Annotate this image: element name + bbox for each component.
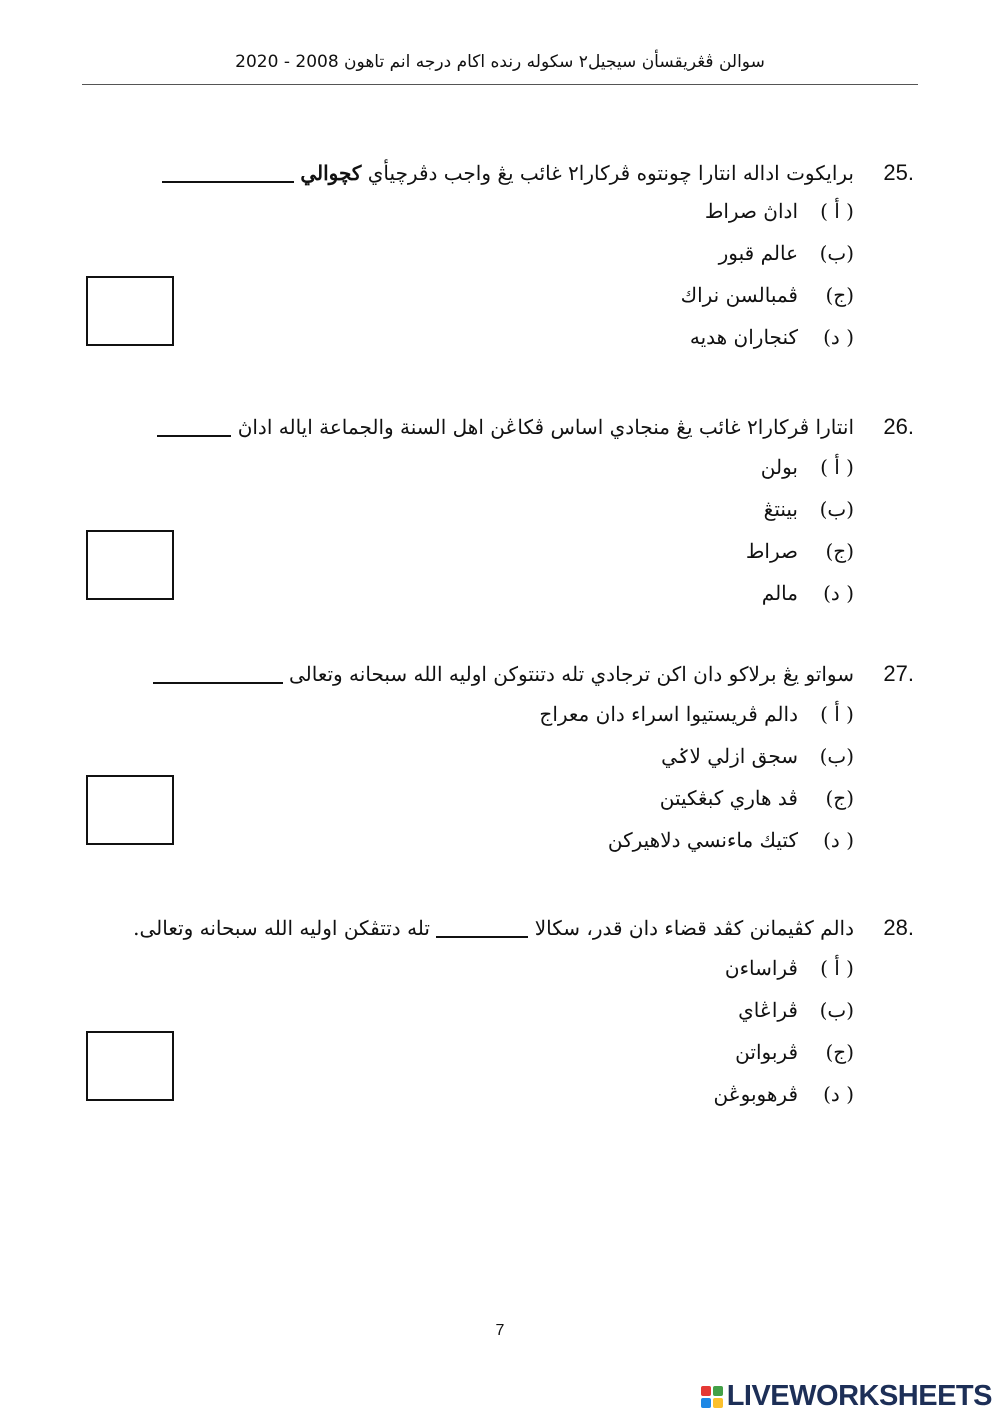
option-text: ڤد هاري کبڠکيتن <box>659 786 798 810</box>
option-text: اداڽ صراط <box>704 199 798 223</box>
answer-box[interactable] <box>86 530 174 600</box>
answer-box[interactable] <box>86 276 174 346</box>
option-text: ڤمبالسن نراك <box>680 283 798 307</box>
liveworksheets-logo-icon <box>701 1386 723 1408</box>
option-c <box>681 280 854 310</box>
option-label: (ب) <box>819 998 854 1022</box>
question-number: 28. <box>883 915 914 940</box>
option-label: ( د) <box>823 325 854 349</box>
question-stem <box>133 913 854 943</box>
option-a <box>705 196 854 226</box>
option-c <box>735 1037 854 1067</box>
option-text: ڤرهوبوڠن <box>713 1082 798 1106</box>
option-a <box>725 953 854 983</box>
question-stem <box>162 158 854 188</box>
option-text: بولن <box>760 455 798 479</box>
option-b <box>661 741 854 771</box>
option-a <box>539 699 854 729</box>
question-stem <box>157 412 854 442</box>
question-number: 26. <box>883 414 914 439</box>
brand-logo[interactable] <box>701 1380 992 1413</box>
question-number: 25. <box>883 160 914 185</box>
stem-text-end: تله دتتڤکن اوليه الله سبحانه وتعالى. <box>133 916 430 940</box>
option-label: ( أ ) <box>820 199 854 223</box>
answer-box[interactable] <box>86 1031 174 1101</box>
option-c <box>746 536 854 566</box>
option-label: ( د) <box>823 1082 854 1106</box>
option-text: دالم ڤريستيوا اسراء دان معراج <box>539 702 798 726</box>
option-text: کنجاران هديه <box>689 325 798 349</box>
answer-blank <box>162 167 294 183</box>
option-label: (ب) <box>819 241 854 265</box>
header-title: سوالن ڤڠريقسأن سيجيل٢ سکوله رنده اکام درجه انم تاهون <box>344 52 765 72</box>
header-divider <box>82 84 918 85</box>
option-text: ڤراساءن <box>724 956 798 980</box>
stem-text: سواتو يڠ برلاکو دان اکن ترجادي تله دتنتوکن اوليه الله سبحانه وتعالى <box>288 662 854 686</box>
option-d <box>690 322 854 352</box>
option-d <box>762 578 854 608</box>
question-number: 27. <box>883 661 914 686</box>
stem-text: دالم کڤيمانن کڤد قضاء دان قدر، سکالا <box>534 916 854 940</box>
option-label: (ج) <box>825 786 854 810</box>
stem-text: برايکوت اداله انتارا چونتوه ڤرکارا٢ غائب يڠ واجب دڤرچيأي <box>367 161 854 185</box>
option-text: سجق ازلي لاݢي <box>661 744 798 768</box>
answer-blank <box>436 922 528 938</box>
option-label: (ج) <box>825 539 854 563</box>
answer-box[interactable] <box>86 775 174 845</box>
option-text: صراط <box>745 539 798 563</box>
page-header <box>0 52 1000 72</box>
option-label: (ج) <box>825 1040 854 1064</box>
option-label: ( أ ) <box>820 455 854 479</box>
option-a <box>761 452 854 482</box>
option-text: ڤربواتن <box>735 1040 798 1064</box>
option-text: عالم قبور <box>718 241 798 265</box>
option-b <box>738 995 854 1025</box>
option-text: بينتڠ <box>763 497 798 521</box>
answer-blank <box>153 668 283 684</box>
answer-blank <box>157 421 231 437</box>
option-text: مالم <box>761 581 798 605</box>
stem-emphasis: کچوالي <box>300 161 362 185</box>
question-stem <box>153 659 854 689</box>
option-c <box>660 783 854 813</box>
option-label: ( أ ) <box>820 702 854 726</box>
page-number: 7 <box>495 1322 505 1339</box>
option-label: ( د) <box>823 828 854 852</box>
option-b <box>719 238 854 268</box>
option-label: ( أ ) <box>820 956 854 980</box>
option-label: (ب) <box>819 744 854 768</box>
option-d <box>713 1079 854 1109</box>
header-years: 2008 - 2020 <box>235 52 339 72</box>
option-label: (ج) <box>825 283 854 307</box>
option-label: (ب) <box>819 497 854 521</box>
brand-name: LIVEWORKSHEETS <box>726 1380 992 1412</box>
option-text: ڤراڠاي <box>738 998 798 1022</box>
option-label: ( د) <box>823 581 854 605</box>
option-b <box>764 494 854 524</box>
option-text: کتيك ماءنسي دلاهيرکن <box>607 828 798 852</box>
option-d <box>608 825 854 855</box>
stem-text: انتارا ڤرکارا٢ غائب يڠ منجادي اساس ڤکاڠن اهل السنة والجماعة اياله اداڽ <box>237 415 854 439</box>
